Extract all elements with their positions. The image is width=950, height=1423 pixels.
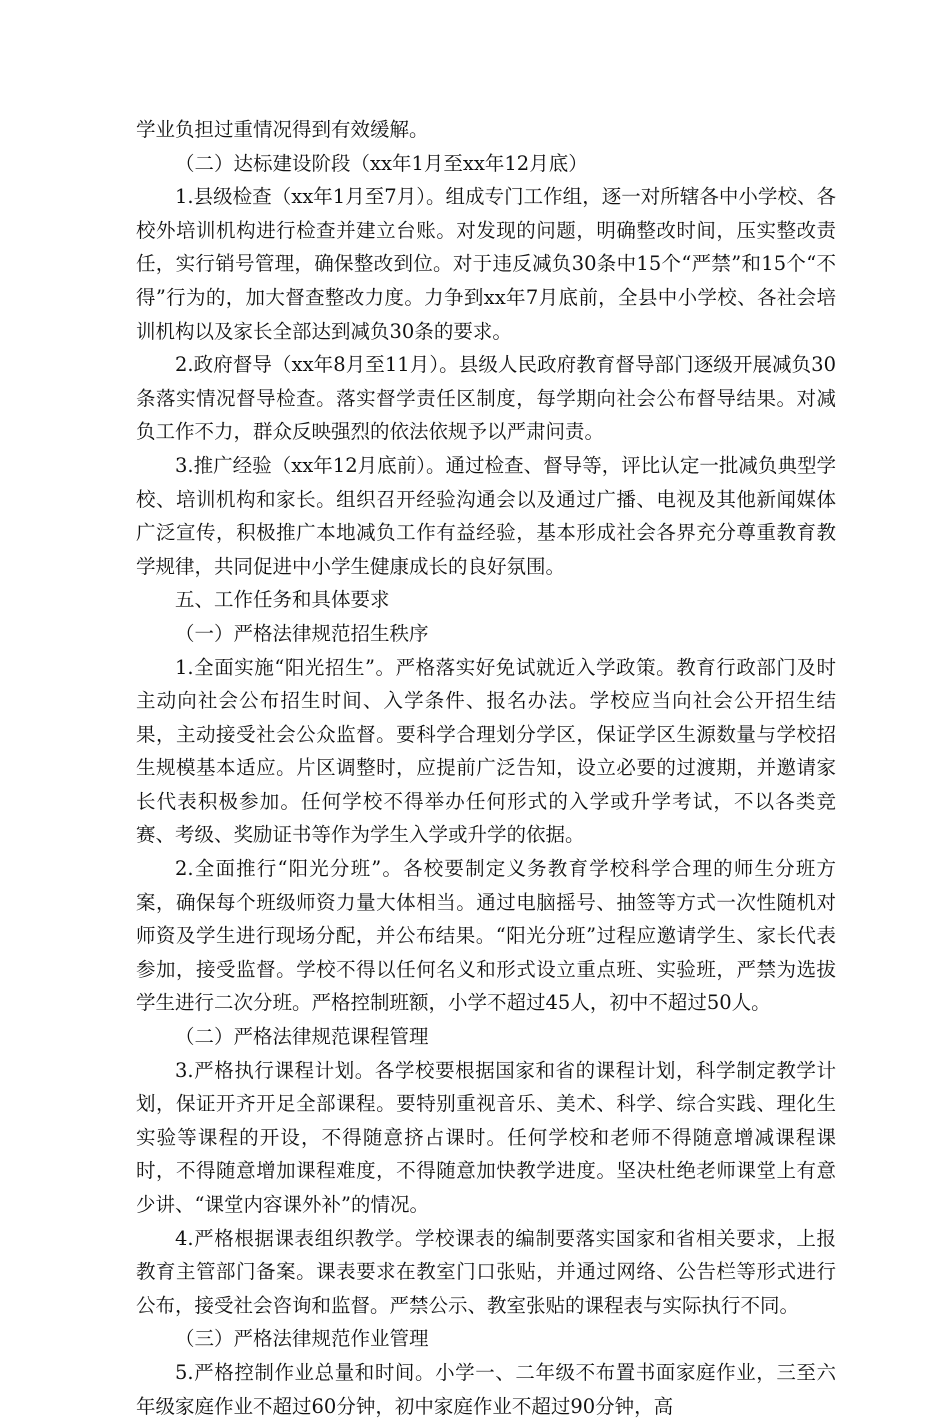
paragraph-homework-limit: 5.严格控制作业总量和时间。小学一、二年级不布置书面家庭作业，三至六年级家庭作业不超过60分钟，初中家庭作业不超过90分钟，高 [136,1360,836,1418]
document-body [136,113,836,1423]
section-heading-tasks: 五、工作任务和具体要求 [175,588,390,612]
subsection-heading-homework: （三）严格法律规范作业管理 [175,1327,429,1351]
section-heading-stage-2: （二）达标建设阶段（xx年1月至xx年12月底） [175,151,588,175]
paragraph-promote-experience: 3.推广经验（xx年12月底前）。通过检查、督导等，评比认定一批减负典型学校、培训机构和家长。组织召开经验沟通会以及通过广播、电视及其他新闻媒体广泛宣传，积极推广本地减负工作有益经验，基本形成社会各界充分尊重教育教学规律，共同促进中小学生健康成长的良好氛围。 [136,453,836,578]
paragraph-county-inspection: 1.县级检查（xx年1月至7月）。组成专门工作组，逐一对所辖各中小学校、各校外培训机构进行检查并建立台账。对发现的问题，明确整改时间，压实整改责任，实行销号管理，确保整改到位。对于违反减负30条中15个“严禁”和15个“不得”行为的，加大督查整改力度。力争到xx年7月底前，全县中小学校、各社会培训机构以及家长全部达到减负30条的要求。 [136,185,836,343]
paragraph-timetable: 4.严格根据课表组织教学。学校课表的编制要落实国家和省相关要求，上报教育主管部门备案。课表要求在教室门口张贴，并通过网络、公告栏等形式进行公布，接受社会咨询和监督。严禁公示、教室张贴的课程表与实际执行不同。 [136,1226,836,1317]
paragraph-government-supervision: 2.政府督导（xx年8月至11月）。县级人民政府教育督导部门逐级开展减负30条落实情况督导检查。落实督学责任区制度，每学期向社会公布督导结果。对减负工作不力，群众反映强烈的依法依规予以严肃问责。 [136,353,836,444]
paragraph-sunshine-enrollment: 1.全面实施“阳光招生”。严格落实好免试就近入学政策。教育行政部门及时主动向社会公布招生时间、入学条件、报名办法。学校应当向社会公开招生结果，主动接受社会公众监督。要科学合理划分学区，保证学区生源数量与学校招生规模基本适应。片区调整时，应提前广泛告知，设立必要的过渡期，并邀请家长代表积极参加。任何学校不得举办任何形式的入学或升学考试，不以各类竞赛、考级、奖励证书等作为学生入学或升学的依据。 [136,655,836,847]
paragraph-continuation: 学业负担过重情况得到有效缓解。 [136,118,429,141]
subsection-heading-enrollment: （一）严格法律规范招生秩序 [175,621,429,645]
paragraph-sunshine-classes: 2.全面推行“阳光分班”。各校要制定义务教育学校科学合理的师生分班方案，确保每个班级师资力量大体相当。通过电脑摇号、抽签等方式一次性随机对师资及学生进行现场分配，并公布结果。“阳光分班”过程应邀请学生、家长代表参加，接受监督。学校不得以任何名义和形式设立重点班、实验班，严禁为选拔学生进行二次分班。严格控制班额，小学不超过45人，初中不超过50人。 [136,857,836,1015]
subsection-heading-curriculum: （二）严格法律规范课程管理 [175,1025,429,1049]
paragraph-curriculum-plan: 3.严格执行课程计划。各学校要根据国家和省的课程计划，科学制定教学计划，保证开齐开足全部课程。要特别重视音乐、美术、科学、综合实践、理化生实验等课程的开设，不得随意挤占课时。任何学校和老师不得随意增减课程课时，不得随意增加课程难度，不得随意加快教学进度。坚决杜绝老师课堂上有意少讲、“课堂内容课外补”的情况。 [136,1058,836,1216]
